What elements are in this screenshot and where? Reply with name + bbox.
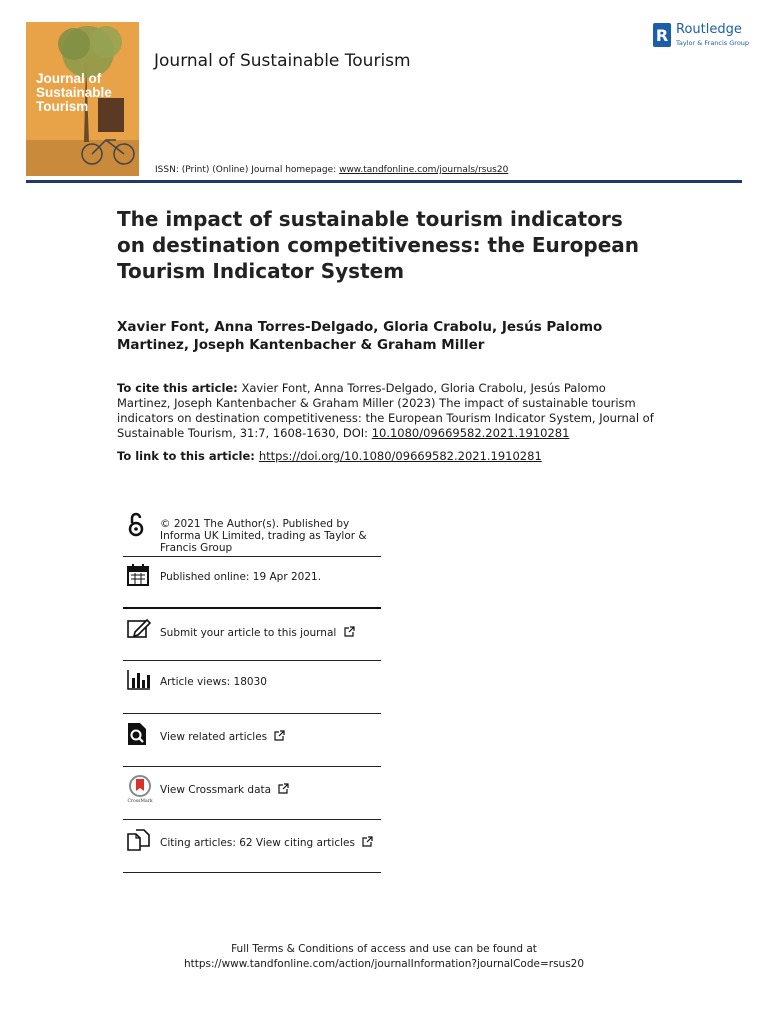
open-access-icon	[127, 512, 145, 538]
article-title: The impact of sustainable tourism indicators on destination competitiveness: the European Tourism Indicator System	[117, 207, 640, 283]
journal-homepage-link[interactable]: www.tandfonline.com/journals/rsus20	[339, 165, 509, 175]
crossmark-icon	[127, 775, 153, 803]
article-doi-link[interactable]: https://doi.org/10.1080/09669582.2021.1910281	[258, 449, 542, 463]
cite-text: Xavier Font, Anna Torres-Delgado, Gloria Crabolu, Jesús Palomo Martinez, Joseph Kantenbacher & Graham Miller (2023) The impact of sustainable tourism indicators on destination competitiveness: the European Tourism Indicator System, Journal of Sustainable Tourism, 31:7, 1608-1630, DOI:	[117, 381, 654, 440]
license-row	[123, 510, 381, 557]
citing-articles-link[interactable]: Citing articles: 62 View citing articles	[160, 837, 355, 849]
crossmark-badge-label: CrossMark	[127, 799, 153, 803]
related-articles-link[interactable]: View related articles	[160, 731, 268, 743]
published-row	[123, 557, 381, 609]
cover-title: Journal of Sustainable Tourism	[36, 71, 112, 114]
external-link-icon	[362, 836, 373, 847]
link-label: To link to this article:	[117, 449, 259, 463]
article-views: Article views: 18030	[160, 676, 267, 688]
issn-line	[155, 165, 508, 175]
article-authors: Xavier Font, Anna Torres-Delgado, Gloria Crabolu, Jesús Palomo Martinez, Joseph Kantenbacher & Graham Miller	[117, 319, 603, 353]
submit-article-link[interactable]: Submit your article to this journal	[160, 627, 337, 639]
header-divider	[26, 180, 742, 183]
footer-terms	[0, 942, 768, 972]
journal-cover-image	[26, 22, 139, 176]
footer-line-1: Full Terms & Conditions of access and use can be found at	[231, 943, 537, 955]
license-text: © 2021 The Author(s). Published by Informa UK Limited, trading as Taylor & Francis Group	[160, 518, 367, 554]
svg-text:R: R	[655, 26, 669, 45]
related-row[interactable]	[123, 714, 381, 767]
footer-terms-link[interactable]: https://www.tandfonline.com/action/journalInformation?journalCode=rsus20	[183, 958, 585, 970]
external-link-icon	[278, 783, 289, 794]
crossmark-link[interactable]: View Crossmark data	[160, 784, 272, 796]
cite-label: To cite this article:	[117, 381, 238, 395]
submit-row[interactable]	[123, 609, 381, 661]
citation-block	[117, 381, 657, 441]
crossmark-row[interactable]	[123, 767, 381, 820]
edit-icon	[127, 619, 151, 639]
related-articles-icon	[127, 722, 147, 746]
cite-doi-link[interactable]: 10.1080/09669582.2021.1910281	[371, 426, 570, 440]
citing-articles-icon	[127, 829, 151, 851]
bar-chart-icon	[127, 670, 151, 690]
published-date: Published online: 19 Apr 2021.	[160, 571, 322, 583]
external-link-icon	[344, 626, 355, 637]
journal-title: Journal of Sustainable Tourism	[154, 51, 411, 71]
article-link-line	[117, 449, 657, 464]
external-link-icon	[274, 730, 285, 741]
calendar-icon	[127, 564, 149, 586]
issn-text: ISSN: (Print) (Online) Journal homepage:	[155, 165, 340, 175]
publisher-subtitle: Taylor & Francis Group	[676, 39, 750, 47]
publisher-name: Routledge	[676, 22, 742, 37]
citing-row[interactable]	[123, 820, 381, 873]
views-row	[123, 661, 381, 714]
routledge-logo-icon	[652, 22, 672, 48]
